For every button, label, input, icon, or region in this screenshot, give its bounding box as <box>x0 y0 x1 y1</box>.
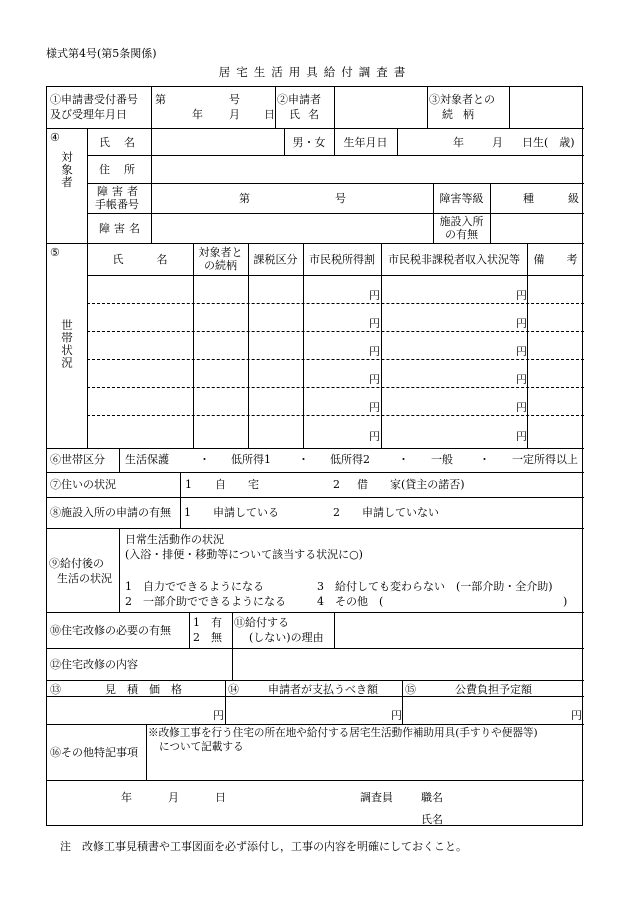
col-tax: 課税区分 <box>253 253 298 266</box>
yen-unit: 円 <box>516 373 527 386</box>
housing-option-number: 1 <box>185 478 192 491</box>
handbook-go: 号 <box>335 192 346 205</box>
category-option: 低所得2 <box>330 453 370 466</box>
category-separator: ・ <box>298 453 309 466</box>
subject-section-label: 対象者 <box>60 151 74 189</box>
yen-unit: 円 <box>369 289 380 302</box>
subject-number: ④ <box>50 131 60 144</box>
public-label: 公費負担予定額 <box>455 683 532 696</box>
housing-label: ⑦住いの状況 <box>50 478 116 491</box>
receipt-dai: 第 <box>155 93 166 106</box>
yen-unit: 円 <box>516 401 527 414</box>
after-grant-label: ⑨給付後の <box>49 557 104 570</box>
handbook-number-label: 手帳番号 <box>95 198 139 211</box>
grade-label: 障害等級 <box>439 192 484 205</box>
category-option: 生活保護 <box>125 453 169 466</box>
yen-unit: 円 <box>369 430 380 443</box>
col-relation-sub: の続柄 <box>204 259 237 272</box>
disability-label: 障害名 <box>99 222 144 235</box>
category-option: 低所得1 <box>231 453 271 466</box>
category-label: ⑥世帯区分 <box>50 453 105 466</box>
facility-option: 1 申請している <box>184 506 279 519</box>
grade-shu: 種 <box>523 192 534 205</box>
reason-label: ⑪給付する <box>234 616 289 629</box>
investigator-label: 調査員 <box>360 791 393 804</box>
yen-unit: 円 <box>571 709 582 722</box>
after-grant-sub-label: 生活の状況 <box>57 572 112 585</box>
reform-yes: 1 有 <box>193 616 222 629</box>
receipt-year: 年 <box>192 108 203 121</box>
adl-heading: 日常生活動作の状況 <box>125 533 224 546</box>
yen-unit: 円 <box>391 709 402 722</box>
yen-unit: 円 <box>369 317 380 330</box>
facility-sub-label: の有無 <box>445 228 478 241</box>
relation-sub-label: 続柄 <box>442 108 484 121</box>
facility-application-label: ⑧施設入所の申請の有無 <box>50 506 171 519</box>
grade-kyu: 級 <box>568 192 579 205</box>
estimate-label: ⑬ 見 積 価 格 <box>50 683 182 696</box>
yen-unit: 円 <box>516 317 527 330</box>
applicant-name-label: 氏名 <box>289 108 327 121</box>
reform-label: ⑩住宅改修の必要の有無 <box>50 624 171 637</box>
relation-label: ③対象者との <box>429 93 495 106</box>
handbook-dai: 第 <box>239 192 250 205</box>
facility-label: 施設入所 <box>439 215 484 228</box>
yen-unit: 円 <box>516 430 527 443</box>
yen-unit: 円 <box>516 289 527 302</box>
col-income: 市民税所得割 <box>309 253 375 266</box>
applicant-label: ②申請者 <box>277 93 321 106</box>
sex-options: 男・女 <box>292 136 326 149</box>
adl-option: 4 その他 ( <box>317 595 384 608</box>
other-notes-instruction: ※改修工事を行う住宅の所在地や給付する居宅生活動作補助用具(手すりや便器等) <box>148 727 538 739</box>
yen-unit: 円 <box>516 345 527 358</box>
footnote: 注 改修工事見積書や工事図面を必ず添付し，工事の内容を明確にしておくこと。 <box>60 840 467 853</box>
facility-option: 2 申請していない <box>333 506 439 519</box>
other-notes-instruction-cont: について記載する <box>159 741 244 753</box>
payable-number: ⑭ <box>228 683 239 696</box>
receipt-go: 号 <box>229 93 240 106</box>
dob-year: 年 <box>453 136 464 149</box>
handbook-label: 障害者 <box>97 185 142 198</box>
housing-option: 自 宅 <box>215 478 259 491</box>
receipt-number-label: ①申請書受付番号 <box>50 93 138 106</box>
reform-no: 2 無 <box>193 631 222 644</box>
yen-unit: 円 <box>369 345 380 358</box>
sign-month: 月 <box>168 791 179 804</box>
sign-year: 年 <box>121 791 132 804</box>
category-separator: ・ <box>398 453 409 466</box>
adl-option-close: ) <box>563 595 568 608</box>
household-number: ⑤ <box>50 246 60 259</box>
other-notes-label: ⑯その他特記事項 <box>50 746 138 759</box>
survey-form-table <box>46 86 583 826</box>
yen-unit: 円 <box>213 709 224 722</box>
sign-day: 日 <box>215 791 226 804</box>
receipt-day: 日 <box>264 108 275 121</box>
adl-instruction: (入浴・排便・移動等について該当する状況に○) <box>125 548 363 561</box>
reason-sub-label: (しない)の理由 <box>249 631 324 644</box>
receipt-date-label: 及び受理年月日 <box>50 108 127 121</box>
adl-option: 1 自力でできるようになる <box>125 580 264 593</box>
category-separator: ・ <box>479 453 490 466</box>
adl-option: 3 給付しても変わらない (一部介助・全介助) <box>317 580 553 593</box>
category-option: 一般 <box>431 453 453 466</box>
col-name: 氏 名 <box>112 253 168 266</box>
payable-label: 申請者が支払うべき額 <box>268 683 378 696</box>
dob-age: 日生( 歳) <box>522 136 575 149</box>
housing-option: 借 家(貸主の諾否) <box>357 478 465 491</box>
form-number: 様式第4号(第5条関係) <box>46 47 157 60</box>
category-option: 一定所得以上 <box>512 453 578 466</box>
col-relation: 対象者と <box>198 246 243 259</box>
yen-unit: 円 <box>369 373 380 386</box>
investigator-title-label: 職名 <box>421 791 443 804</box>
household-section-label: 世帯状況 <box>60 319 74 369</box>
category-separator: ・ <box>199 453 210 466</box>
receipt-month: 月 <box>229 108 240 121</box>
housing-option-number: 2 <box>333 478 340 491</box>
investigator-name-label: 氏名 <box>421 813 443 826</box>
dob-label: 生年月日 <box>343 136 388 149</box>
dob-month: 月 <box>492 136 503 149</box>
document-title: 居宅生活用具給付調査書 <box>218 65 412 79</box>
col-note: 備 考 <box>533 253 578 266</box>
adl-option: 2 一部介助でできるようになる <box>125 595 286 608</box>
yen-unit: 円 <box>369 401 380 414</box>
address-label: 住所 <box>99 163 149 176</box>
public-number: ⑮ <box>405 683 416 696</box>
col-nontax: 市民税非課税者収入状況等 <box>388 253 520 266</box>
subject-name-label: 氏名 <box>99 136 149 149</box>
reform-content-label: ⑫住宅改修の内容 <box>50 658 138 671</box>
